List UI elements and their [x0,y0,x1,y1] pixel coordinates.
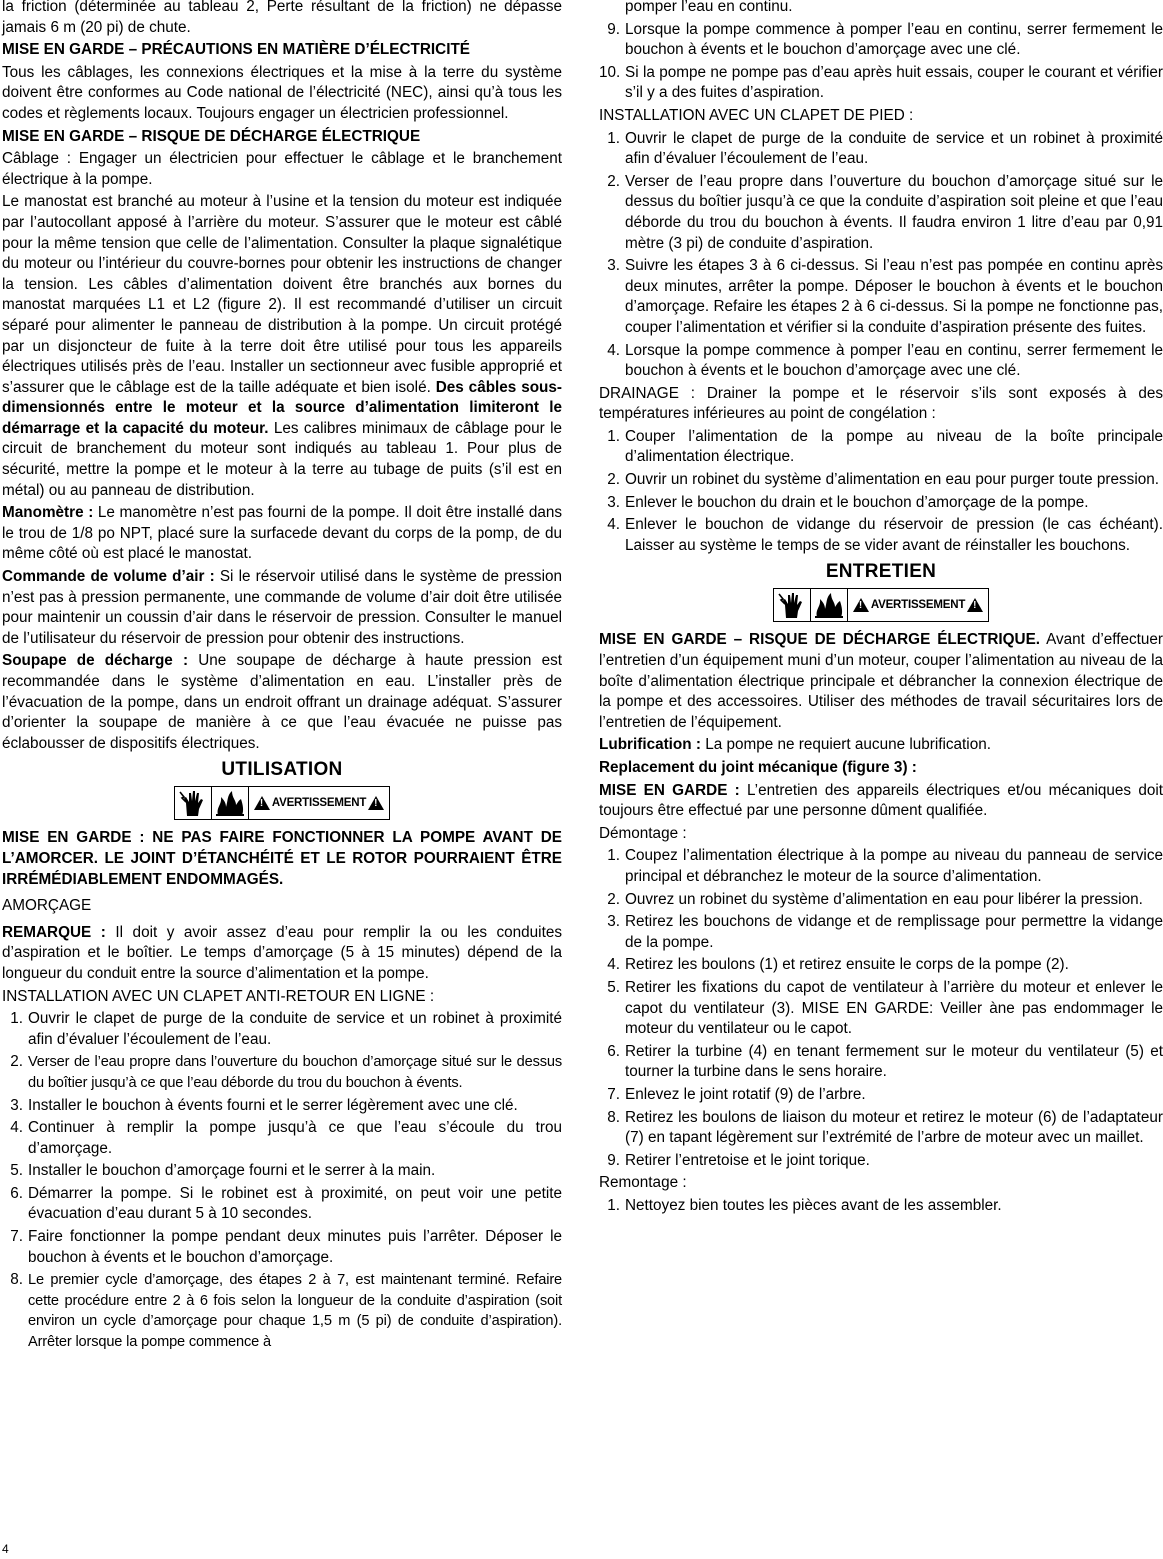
step-text: Ouvrir le clapet de purge de la conduite de service et un robinet à proximité afin d’évaluer l’écoulement de l’eau. [625,129,1163,168]
note-label: REMARQUE : [2,923,106,941]
heading-electrical-precautions: MISE EN GARDE – PRÉCAUTIONS EN MATIÈRE D’ÉLECTRICITÉ [2,41,471,59]
step-number: 4. [10,1119,23,1137]
maintenance-warning-text: Avant d’effectuer l’entretien d’un équipement muni d’un moteur, couper l’alimentation au niveau de la boîte d’alimentation électrique principale et débrancher la connexion électrique de la pompe et des accessoires. Utiliser des méthodes de travail sécuritaires lors de l’entretien de l’équipement. [599,631,1163,731]
right-column [599,0,1163,1218]
warning-label [249,787,389,819]
step-text: Lorsque la pompe commence à pomper l’eau en continu, serrer fermement le bouchon à évents et le bouchon d’amorçage avec une clé. [625,20,1163,59]
step-text: Démarrer la pompe. Si le robinet est à proximité, on peut voir une petite évacuation d’eau durant 5 à 10 secondes. [28,1184,562,1223]
step-text: Retirer la turbine (4) en tenant fermement sur le moteur du ventilateur (5) et tourner la turbine dans le sens horaire. [625,1042,1163,1081]
gauge-paragraph [2,503,562,565]
list-item [599,341,1163,382]
priming-steps-list [2,1009,562,1353]
step-text: Enlever le bouchon du drain et le bouchon d’amorçage de la pompe. [625,493,1089,511]
intro-fragment: la friction (déterminée au tableau 2, Perte résultant de la friction) ne dépasse jamais 6 m (20 pi) de chute. [2,0,562,36]
reassembly-steps-list [599,1196,1163,1217]
maintenance-warning-paragraph [599,630,1163,733]
step-number: 4. [607,956,620,974]
step-text: Si la pompe ne pompe pas d’eau après huit essais, couper le courant et vérifier s’il y a des fuites d’aspiration. [625,63,1163,102]
foot-valve-steps-list [599,129,1163,382]
step-text: Lorsque la pompe commence à pomper l’eau en continu, serrer fermement le bouchon à évents et le bouchon d’amorçage avec une clé. [625,341,1163,380]
warning-label-text: AVERTISSEMENT [870,599,966,612]
step-text: Couper l’alimentation de la pompe au niveau de la boîte principale d’alimentation électrique. [625,427,1163,466]
step-text: Installer le bouchon à évents fourni et le serrer légèrement avec une clé. [28,1096,518,1114]
pressure-switch-text: Le manostat est branché au moteur à l’usine et la tension du moteur est indiquée par l’autocollant apposé à l’arrière du moteur. S’assurer que le moteur est câblé pour la même tension que celle de l’alimentation. Consulter la plaque signalétique du moteur ou l’intérieur du couvre-bornes pour obtenir les instructions de changer la tension. Les câbles d’alimentation doivent être branchés aux bornes du manostat marquées L1 et L2 (figure 2). Il est recommandé d’utiliser un circuit séparé pour alimenter le panneau de distribution à la pompe. Un circuit protégé par un disjoncteur de fuite à la terre doit être utilisé pour tous les appareils électriques utilisés près de l’eau. Installer un sectionneur avec fusible approprié et s’assurer que le câblage est de la taille adéquate et bien isolé. [2,193,562,396]
section-title-utilisation: UTILISATION [221,759,343,781]
maintenance-warning-bold: MISE EN GARDE – RISQUE DE DÉCHARGE ÉLECTRIQUE. [599,631,1041,649]
step-text: Ouvrir le clapet de purge de la conduite de service et un robinet à proximité afin d’évaluer l’écoulement de l’eau. [28,1010,562,1048]
caution-text: L’entretien des appareils électriques et/ou mécaniques doit toujours être effectué par une personne dûment qualifiée. [599,781,1163,820]
check-valve-heading: INSTALLATION AVEC UN CLAPET ANTI-RETOUR EN LIGNE : [2,987,435,1005]
list-item [2,1052,562,1093]
warning-symbol-box [773,588,989,622]
step-number: 4. [607,341,620,359]
list-item [599,515,1163,556]
step-text: Ouvrir un robinet du système d’alimentation en eau pour purger toute pression. [625,471,1159,489]
step-number: 2. [607,890,620,908]
list-item [2,1161,562,1182]
step-text: Verser de l’eau propre dans l’ouverture du bouchon d’amorçage situé sur le dessus du boîtier jusqu’à ce que la conduite d’aspiration soit pleine et que l’eau déborde du trou du bouchon à évents. Il faudra environ 1 litre d’eau par 0,91 mètre (3 pi) de conduite d’aspiration. [625,172,1163,252]
step-text: Retirer l’entretoise et le joint torique. [625,1151,870,1169]
lubrication-text: La pompe ne requiert aucune lubrification. [700,736,991,754]
list-item [599,846,1163,887]
list-item [599,129,1163,170]
step-text: Continuer à remplir la pompe jusqu’à ce que l’eau s’écoule du trou d’amorçage. [28,1119,562,1157]
list-item [2,1096,562,1117]
list-item [599,1108,1163,1149]
lubrication-label: Lubrification : [599,736,701,754]
relief-valve-label: Soupape de décharge : [2,652,189,670]
heading-priming-text: AMORÇAGE [2,897,92,915]
heading-priming [2,896,562,917]
step-number: 3. [607,257,620,275]
disassembly-steps-list [599,846,1163,1171]
list-item [599,63,1163,104]
alert-triangle-icon [967,598,983,612]
step-number: 1. [10,1010,23,1028]
hand-shock-icon [175,787,212,819]
step-number: 3. [10,1096,23,1114]
heading-shock-risk: MISE EN GARDE – RISQUE DE DÉCHARGE ÉLECTRIQUE [2,127,421,145]
step-text: Ouvrez un robinet du système d’alimentation en eau pour libérer la pression. [625,890,1143,908]
step-text: Retirez les boulons (1) et retirez ensuite le corps de la pompe (2). [625,956,1069,974]
pressure-switch-bold: Des câbles sous-dimensionnés entre le moteur et la source d’alimentation limiteront le démarrage et la capacité du moteur. [2,378,562,437]
step-text: Suivre les étapes 3 à 6 ci-dessus. Si l’eau n’est pas pompée en continu après deux minutes, arrêter la pompe. Déposer le bouchon à évents et le bouchon d’amorçage. Refaire les étapes 2 à 6 ci-dessus. Si la pompe ne fonctionne pas, couper l’alimentation et vérifier si la conduite d’aspiration présente des fuites. [625,257,1163,336]
list-item [599,1042,1163,1083]
relief-valve-text: Une soupape de décharge à haute pression est recommandée dans le système d’alimentation en eau. L’installer près de l’évacuation de la pompe, dans un endroit offrant un drainage adéquat. S’assurer d’orienter la soupape de manière à ce que l’eau évacuée ne puisse pas éclabousser de dispositifs électriques. [2,652,562,752]
step-text: Coupez l’alimentation électrique à la pompe au niveau du panneau de service principal et débranchez le moteur de la source d’alimentation. [625,847,1163,885]
list-item [2,1227,562,1268]
alert-triangle-icon [853,598,869,612]
reassembly-heading: Remontage : [599,1174,687,1192]
disassembly-heading: Démontage : [599,824,687,842]
step-number: 1. [607,427,620,445]
step-text: Installer le bouchon d’amorçage fourni et le serrer à la main. [28,1162,436,1180]
seal-replacement-heading: Replacement du joint mécanique (figure 3) : [599,759,917,776]
air-volume-label: Commande de volume d’air : [2,568,215,586]
step-number: 10. [599,63,621,81]
fire-icon [810,589,848,621]
list-item [599,427,1163,468]
step-text: Le premier cycle d’amorçage, des étapes 2 à 7, est maintenant terminé. Refaire cette procédure entre 2 à 6 fois selon la longueur de la conduite d’aspiration (soit environ un cycle d’amorçage pour chaque 1,5 m (5 pi) de conduite d’aspiration). Arrêter lorsque la pompe commence à [28,1272,562,1351]
alert-triangle-icon [368,796,384,810]
drainage-paragraph: DRAINAGE : Drainer la pompe et le réservoir s’ils sont exposés à des températures inférieures au point de congélation : [599,384,1163,423]
air-volume-paragraph [2,567,562,649]
list-item [599,20,1163,61]
gauge-text: Le manomètre n’est pas fourni de la pompe. Il doit être installé dans le trou de 1/8 po NPT, placé sure la surfacede devant du corps de la pomp, de du même côté où est placé le manostat. [2,504,562,563]
list-item [599,1151,1163,1172]
step-number: 1. [607,1196,620,1214]
list-item [599,978,1163,1040]
step-number: 4. [607,516,620,534]
list-item [599,470,1163,491]
step-text: Enlevez le joint rotatif (9) de l’arbre. [625,1085,866,1103]
note-paragraph [2,923,562,985]
page-number: 4 [2,1542,9,1556]
left-column [2,0,562,1355]
step-number: 1. [607,847,620,865]
gauge-label: Manomètre : [2,504,94,522]
step-number: 7. [607,1085,620,1103]
fire-icon [211,787,249,819]
foot-valve-heading: INSTALLATION AVEC UN CLAPET DE PIED : [599,106,914,124]
warning-label-text: AVERTISSEMENT [271,797,367,810]
step-number: 5. [607,978,620,996]
lubrication-paragraph [599,735,1163,756]
list-item [2,1270,562,1352]
step-number: 2. [607,172,620,190]
step-number: 2. [607,471,620,489]
air-volume-text: Si le réservoir utilisé dans le système de pression n’est pas à pression permanente, une commande de volume d’air doit être utilisée pour maintenir un coussin d’air dans le réservoir de pression. Consulter le manuel de l’utilisateur du réservoir de pression pour obtenir des instructions. [2,568,562,647]
step-number: 5. [10,1162,23,1180]
list-item [599,493,1163,514]
pressure-switch-paragraph [2,192,562,501]
operation-warning: MISE EN GARDE : NE PAS FAIRE FONCTIONNER LA POMPE AVANT DE L’AMORCER. LE JOINT D’ÉTANCHÉITÉ ET LE ROTOR POURRAIENT ÊTRE IRRÉMÉDIABLEMENT ENDOMMAGÉS. [2,829,562,888]
section-title-entretien: ENTRETIEN [825,561,937,583]
step-number: 3. [607,493,620,511]
step-number: 6. [607,1042,620,1060]
step-text: Faire fonctionner la pompe pendant deux minutes puis l’arrêter. Déposer le bouchon à évents et le bouchon d’amorçage. [28,1228,562,1266]
list-item [2,1184,562,1225]
alert-triangle-icon [254,796,270,810]
relief-valve-paragraph [2,651,562,754]
caution-bold: MISE EN GARDE : [599,781,740,799]
list-item [599,955,1163,976]
list-item [599,912,1163,953]
wiring-paragraph: Câblage : Engager un électricien pour effectuer le câblage et le branchement électrique à la pompe. [2,150,562,188]
continued-fragment: pomper l’eau en continu. [625,0,793,15]
step-text: Retirez les boulons de liaison du moteur et retirez le moteur (6) de l’adaptateur (7) en tapant légèrement sur l’extrémité de l’arbre de moteur avec un maillet. [625,1108,1163,1147]
step-text: Enlever le bouchon de vidange du réservoir de pression (le cas échéant). Laisser au système le temps de se vider avant de réinstaller les bouchons. [625,516,1163,554]
step-number: 7. [10,1228,23,1246]
step-text: Retirer les fixations du capot de ventilateur à l’arrière du moteur et enlever le capot du ventilateur (3). MISE EN GARDE: Veiller àne pas endommager le moteur du ventilateur ou le capot. [625,978,1163,1038]
hand-shock-icon [774,589,811,621]
warning-label [848,589,988,621]
step-number: 6. [10,1184,23,1202]
list-item [599,890,1163,911]
step-number: 9. [607,1151,620,1169]
step-number: 9. [607,20,620,38]
list-item [599,1085,1163,1106]
step-number: 8. [607,1108,620,1126]
step-number: 2. [10,1053,23,1071]
note-text: Il doit y avoir assez d’eau pour remplir la ou les conduites d’aspiration et le boîtier. Le temps d’amorçage (5 à 15 minutes) dépend de la longueur du conduit entre la source d’alimentation et la pompe. [2,923,562,982]
step-number: 8. [10,1271,23,1289]
pressure-switch-text-end: Les calibres minimaux de câblage pour le circuit de branchement du moteur sont indiqués au tableau 1. Pour plus de sécurité, mettre la pompe et le moteur à la terre au tubage de puits (s’il est en métal) ou au panneau de distribution. [2,419,562,499]
electrical-paragraph: Tous les câblages, les connexions électriques et la mise à la terre du système doivent être conformes au Code national de l’électricité (NEC), ainsi qu’à tous les codes et règlements locaux. Toujours engager un électricien professionnel. [2,63,562,122]
step-text: Retirez les bouchons de vidange et de remplissage pour permettre la vidange de la pompe. [625,913,1163,951]
list-item [2,1009,562,1050]
qualified-person-paragraph [599,781,1163,822]
list-item [599,172,1163,254]
priming-steps-continued [599,20,1163,104]
step-text: Verser de l’eau propre dans l’ouverture du bouchon d’amorçage situé sur le dessus du boîtier jusqu’à ce que l’eau déborde du trou du bouchon à évents. [28,1054,562,1091]
list-item [599,1196,1163,1217]
warning-symbol-box [174,786,390,820]
list-item [2,1118,562,1159]
step-number: 1. [607,129,620,147]
list-item [599,256,1163,338]
step-text: Nettoyez bien toutes les pièces avant de les assembler. [625,1196,1002,1214]
step-number: 3. [607,913,620,931]
drainage-steps-list [599,427,1163,557]
